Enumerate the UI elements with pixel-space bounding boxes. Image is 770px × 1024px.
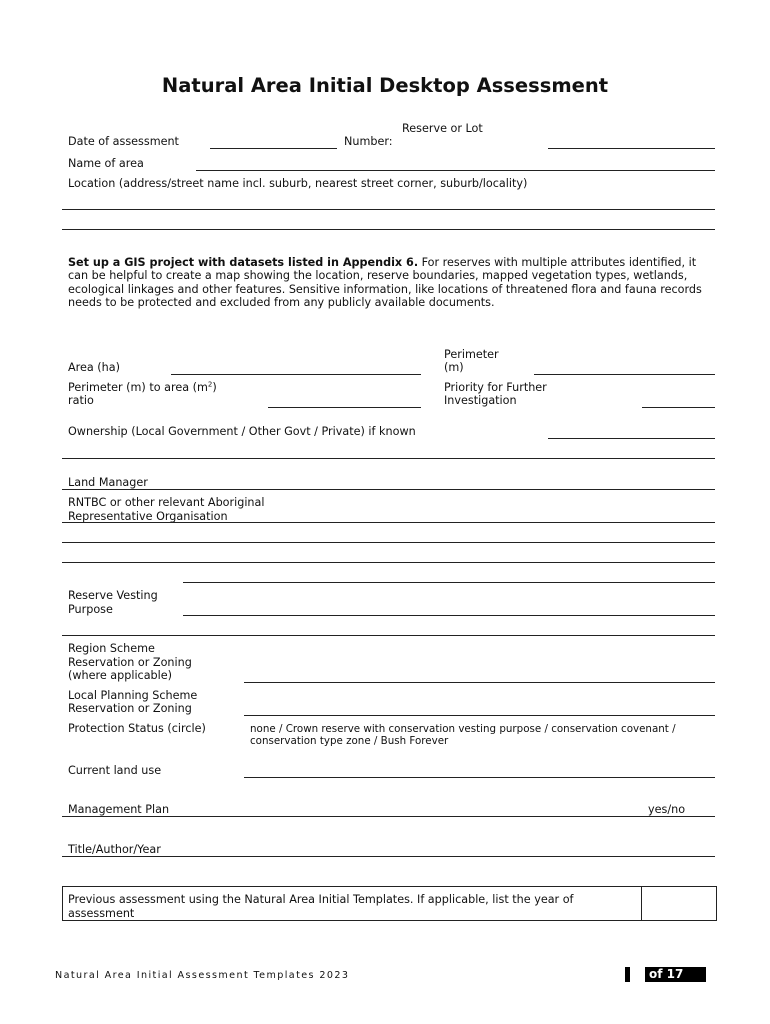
previous-assessment-label-2: assessment bbox=[68, 907, 135, 920]
location-field-line-1[interactable] bbox=[62, 209, 715, 210]
ratio-field[interactable] bbox=[268, 407, 421, 408]
rntbc-label: RNTBC or other relevant Aboriginal bbox=[68, 496, 265, 509]
date-label: Date of assessment bbox=[68, 135, 179, 148]
land-manager-label: Land Manager bbox=[68, 476, 148, 489]
local-planning-label-2: Reservation or Zoning bbox=[68, 702, 192, 715]
date-field[interactable] bbox=[210, 148, 337, 149]
priority-label: Priority for Further bbox=[444, 381, 547, 394]
page-of-label: of 17 bbox=[649, 967, 684, 981]
ratio-label-close: ) bbox=[212, 381, 217, 394]
local-planning-label: Local Planning Scheme bbox=[68, 689, 198, 702]
perimeter-unit-label: (m) bbox=[444, 361, 464, 374]
region-label-3: (where applicable) bbox=[68, 669, 173, 682]
region-label: Region Scheme bbox=[68, 642, 155, 655]
name-label: Name of area bbox=[68, 157, 144, 170]
reserve-number-field[interactable] bbox=[548, 148, 715, 149]
gis-instructions bbox=[68, 256, 718, 310]
management-plan-options[interactable]: yes/no bbox=[648, 803, 686, 816]
ownership-label: Ownership (Local Government / Other Govt / Private) if known bbox=[68, 425, 416, 438]
vesting-field-line-3[interactable] bbox=[62, 635, 715, 636]
priority-label-2: Investigation bbox=[444, 394, 517, 407]
region-field[interactable] bbox=[244, 682, 715, 683]
reserve-number-label: Number: bbox=[344, 135, 393, 148]
gis-instructions-text: For reserves with multiple attributes identified, it can be helpful to create a map showing the location, reserve boundaries, mapped vegetation types, wetlands, ecological linkages and other features. Sensitive information, like locations of threatened flora and fauna records needs to be protected and excluded from any publicly available documents. bbox=[68, 256, 702, 310]
page-title: Natural Area Initial Desktop Assessment bbox=[161, 74, 609, 97]
land-manager-field[interactable] bbox=[62, 489, 715, 490]
page-number-box bbox=[625, 967, 630, 982]
perimeter-label: Perimeter bbox=[444, 348, 499, 361]
area-field[interactable] bbox=[171, 374, 421, 375]
ratio-label bbox=[68, 381, 217, 395]
previous-assessment-label: Previous assessment using the Natural Area Initial Templates. If applicable, list the year of bbox=[68, 893, 574, 906]
management-plan-line[interactable] bbox=[62, 816, 715, 817]
protection-option-row-1[interactable]: none / Crown reserve with conservation vesting purpose / conservation covenant / bbox=[250, 723, 676, 735]
ratio-label-text: Perimeter (m) to area (m bbox=[68, 381, 208, 394]
region-label-2: Reservation or Zoning bbox=[68, 656, 192, 669]
vesting-label-2: Purpose bbox=[68, 603, 113, 616]
local-planning-field[interactable] bbox=[244, 715, 715, 716]
page-count-box bbox=[645, 967, 706, 982]
ownership-field[interactable] bbox=[548, 438, 715, 439]
previous-assessment-year-field[interactable] bbox=[641, 886, 717, 921]
reserve-lot-label: Reserve or Lot bbox=[402, 122, 483, 135]
protection-option-row-2[interactable]: conservation type zone / Bush Forever bbox=[250, 735, 449, 747]
rntbc-field-line-1[interactable] bbox=[62, 522, 715, 523]
priority-field[interactable] bbox=[642, 407, 715, 408]
vesting-field-line-1[interactable] bbox=[183, 582, 715, 583]
ownership-field-line-2[interactable] bbox=[62, 458, 715, 459]
area-label: Area (ha) bbox=[68, 361, 120, 374]
vesting-label: Reserve Vesting bbox=[68, 589, 158, 602]
title-author-label: Title/Author/Year bbox=[68, 843, 161, 856]
management-plan-label: Management Plan bbox=[68, 803, 170, 816]
gis-instructions-bold: Set up a GIS project with datasets listed in Appendix 6. bbox=[68, 256, 419, 269]
name-field[interactable] bbox=[196, 170, 715, 171]
land-use-field[interactable] bbox=[244, 777, 715, 778]
rntbc-field-line-3[interactable] bbox=[62, 562, 715, 563]
ratio-label-superscript: 2 bbox=[207, 380, 213, 389]
title-author-field[interactable] bbox=[62, 856, 715, 857]
footer-text: Natural Area Initial Assessment Templates 2023 bbox=[55, 970, 350, 981]
location-field-line-2[interactable] bbox=[62, 229, 715, 230]
ratio-label-2: ratio bbox=[68, 394, 94, 407]
rntbc-label-2: Representative Organisation bbox=[68, 510, 228, 523]
location-label: Location (address/street name incl. suburb, nearest street corner, suburb/locality) bbox=[68, 177, 528, 190]
vesting-field-line-2[interactable] bbox=[183, 615, 715, 616]
perimeter-field[interactable] bbox=[534, 374, 715, 375]
protection-label: Protection Status (circle) bbox=[68, 722, 206, 735]
land-use-label: Current land use bbox=[68, 764, 162, 777]
rntbc-field-line-2[interactable] bbox=[62, 542, 715, 543]
